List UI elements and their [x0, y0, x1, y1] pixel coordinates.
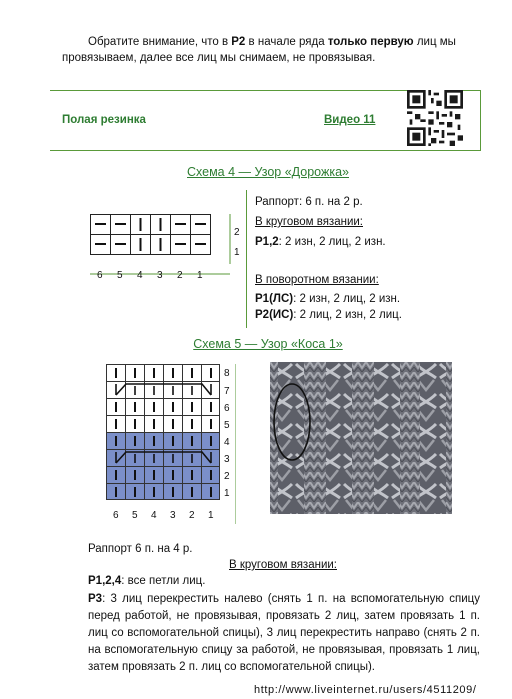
scheme4-flat-heading: В поворотном вязании:: [255, 274, 379, 286]
row-number: 4: [224, 437, 230, 448]
scheme5-rapport: Раппорт 6 п. на 4 р.: [88, 543, 193, 555]
header-right-rule: [480, 90, 481, 151]
col-number: 6: [97, 270, 103, 281]
intro-line-2: провязываем, далее все лиц мы снимаем, не провязывая.: [62, 52, 376, 64]
col-number: 4: [151, 510, 157, 521]
scheme5-row-124: Р1,2,4: все петли лиц.: [88, 575, 206, 587]
row-number: 1: [234, 247, 240, 258]
scheme4-divider: [246, 190, 247, 328]
scheme5-circular-heading: В круговом вязании:: [229, 559, 337, 571]
col-number: 5: [132, 510, 138, 521]
video-section-title: Полая резинка: [62, 114, 146, 126]
scheme4-circular-heading: В круговом вязании:: [255, 216, 363, 228]
intro-line-1: Обратите внимание, что в Р2 в начале ряда только первую лиц мы: [88, 36, 456, 48]
scheme4-flat-r1: Р1(ЛС): 2 изн, 2 лиц, 2 изн.: [255, 293, 401, 305]
scheme4-circular-row: Р1,2: 2 изн, 2 лиц, 2 изн.: [255, 236, 386, 248]
qr-code-icon[interactable]: [407, 90, 463, 146]
col-number: 2: [189, 510, 195, 521]
col-number: 5: [117, 270, 123, 281]
row-number: 7: [224, 386, 230, 397]
col-number: 2: [177, 270, 183, 281]
scheme5-chart: [106, 364, 236, 530]
header-bottom-rule: [50, 150, 480, 151]
knitted-sample-photo: [270, 362, 452, 514]
scheme5-title: Схема 5 — Узор «Коса 1»: [193, 337, 343, 351]
col-number: 4: [137, 270, 143, 281]
col-number: 1: [197, 270, 203, 281]
scheme4-rapport: Раппорт: 6 п. на 2 р.: [255, 196, 363, 208]
video-link[interactable]: Видео 11: [324, 114, 376, 126]
row-number: 8: [224, 368, 230, 379]
col-number: 6: [113, 510, 119, 521]
row-number: 6: [224, 403, 230, 414]
scheme4-title: Схема 4 — Узор «Дорожка»: [187, 165, 349, 179]
row-number: 3: [224, 454, 230, 465]
row-number: 2: [224, 471, 230, 482]
footer-url[interactable]: http://www.liveinternet.ru/users/4511209/: [254, 684, 477, 696]
scheme4-flat-r2: Р2(ИС): 2 лиц, 2 изн, 2 лиц.: [255, 309, 402, 321]
col-number: 3: [157, 270, 163, 281]
scheme4-chart: [90, 214, 250, 290]
row-number: 5: [224, 420, 230, 431]
row-number: 1: [224, 488, 230, 499]
col-number: 1: [208, 510, 214, 521]
row-number: 2: [234, 227, 240, 238]
scheme5-row-3: Р3: 3 лиц перекрестить налево (снять 1 п. на вспомогательную спицу перед работой, не провязывая, провязать 2 лиц, затем провязать 1 п. лиц со вспомогательной спицы), 3 лиц перекрестить направо (снять 2 п. на вспомогательную спицу за работой, не провязывая, провязать 1 лиц, затем провязать 2 п. лиц со вспомогательной спицы).: [88, 593, 480, 673]
col-number: 3: [170, 510, 176, 521]
